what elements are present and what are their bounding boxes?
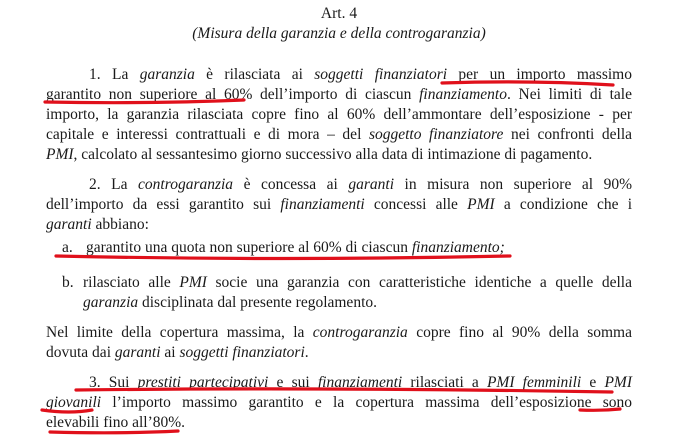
article-subtitle: (Misura della garanzia e della controgaranzia) (192, 25, 486, 42)
para3-line3: elevabili fino all’80%. (46, 414, 186, 431)
para1-line5: PMI, calcolato al sessantesimo giorno successivo alla data di intimazione di pagamento. (46, 146, 593, 163)
para1-line4: capitale e interessi contrattuali e di mora – del soggetto finanziatore nei confronti della (46, 126, 633, 143)
para3-line2: giovanili l’importo massimo garantito e la copertura massima dell’esposizione sono (46, 394, 632, 411)
para3-line1: 3. Sui prestiti partecipativi e sui finanziamenti rilasciati a PMI femminili e PMI (89, 374, 632, 391)
para2-line2: dell’importo da essi garantito sui finanziamenti concessi alle PMI a condizione che i (46, 196, 632, 213)
list-item-b-line1: rilasciato alle PMI socie una garanzia con caratteristiche identiche a quelle della (83, 274, 632, 291)
limit-line1: Nel limite della copertura massima, la controgaranzia copre fino al 90% della somma (46, 324, 632, 341)
para1-line1: 1. La garanzia è rilasciata ai soggetti finanziatori per un importo massimo (89, 66, 632, 83)
list-marker-a: a. (62, 239, 73, 256)
list-item-b-line2: garanzia disciplinata dal presente regolamento. (83, 294, 377, 311)
para1-line2: garantito non superiore al 60% dell’importo di ciascun finanziamento. Nei limiti di tale (46, 86, 632, 103)
list-marker-b: b. (62, 274, 74, 291)
article-number: Art. 4 (320, 5, 358, 22)
para2-line3: garanti abbiano: (46, 216, 149, 233)
list-item-a: garantito una quota non superiore al 60% di ciascun finanziamento; (86, 239, 505, 256)
para2-line1: 2. La controgaranzia è concessa ai garanti in misura non superiore al 90% (89, 176, 632, 193)
para1-line3: importo, la garanzia rilasciata copre fino al 60% dell’ammontare dell’esposizione - per (46, 106, 632, 123)
limit-line2: dovuta dai garanti ai soggetti finanziatori. (46, 344, 309, 361)
